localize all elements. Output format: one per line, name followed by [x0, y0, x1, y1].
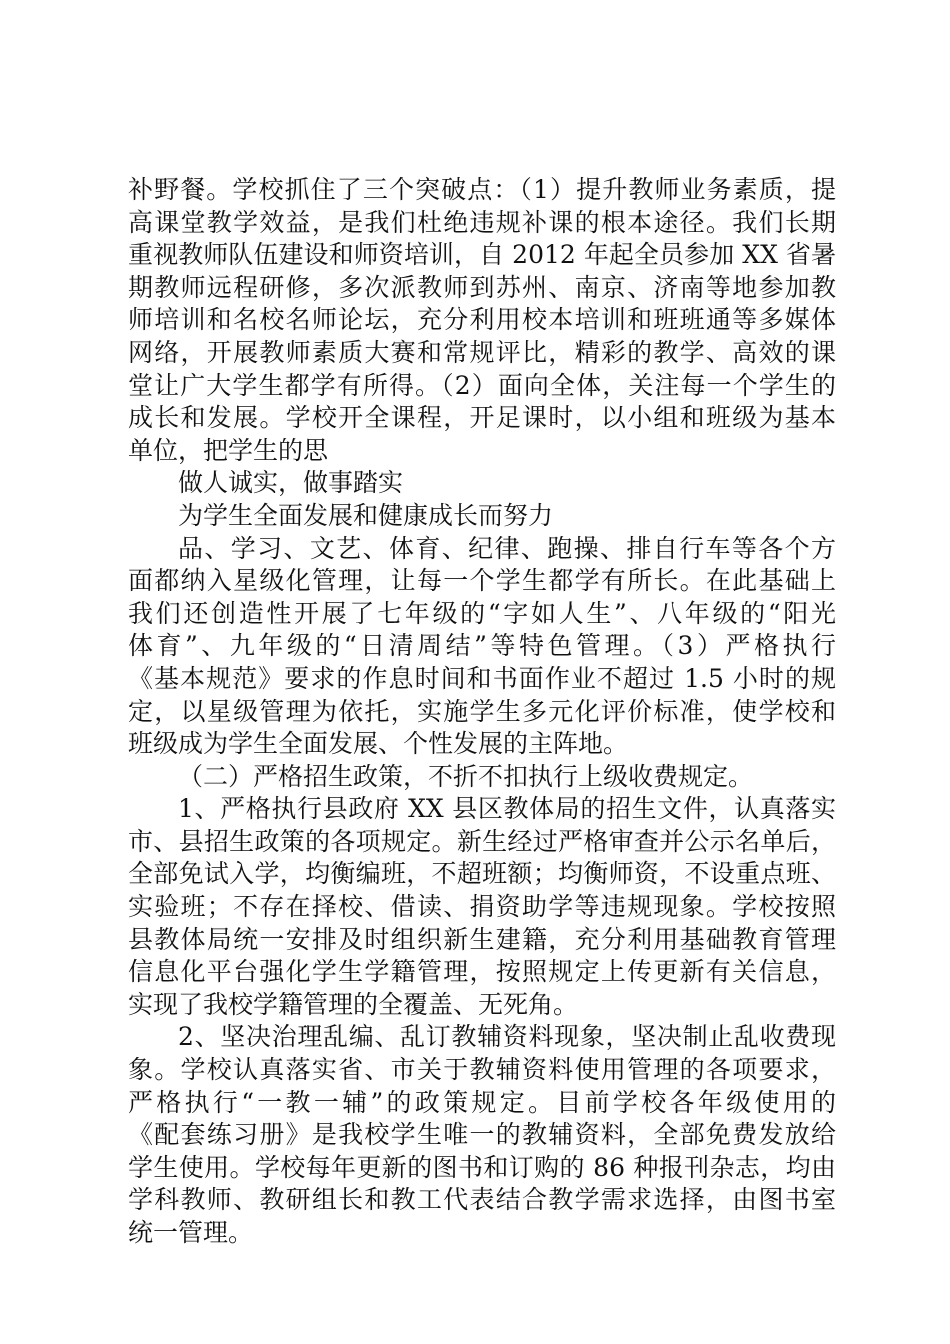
text-line: 信息化平台强化学生学籍管理，按照规定上传更新有关信息， [128, 957, 836, 987]
text-line: 为学生全面发展和健康成长而努力 [178, 500, 554, 530]
text-line: 师培训和名校名师论坛，充分利用校本培训和班班通等多媒体 [128, 305, 836, 335]
text-line: 统一管理。 [128, 1218, 254, 1247]
text-line: 单位，把学生的思 [128, 435, 329, 465]
text-line: 学科教师、教研组长和教工代表结合教学需求选择，由图书室 [128, 1185, 836, 1215]
text-line: 面都纳入星级化管理，让每一个学生都学有所长。在此基础上 [128, 566, 836, 596]
text-line: 体育”、九年级的“日清周结”等特色管理。（3）严格执行 [128, 631, 836, 661]
text-line: 全部免试入学，均衡编班，不超班额；均衡师资，不设重点班、 [128, 859, 836, 889]
text-line: 成长和发展。学校开全课程，开足课时，以小组和班级为基本 [128, 403, 836, 433]
text-line: 网络，开展教师素质大赛和常规评比，精彩的教学、高效的课 [128, 337, 836, 367]
text-line: 班级成为学生全面发展、个性发展的主阵地。 [128, 729, 629, 759]
text-line: 1、严格执行县政府 XX 县区教体局的招生文件，认真落实 [178, 794, 836, 824]
text-line: 高课堂教学效益，是我们杜绝违规补课的根本途径。我们长期 [128, 207, 836, 237]
text-line: 我们还创造性开展了七年级的“字如人生”、八年级的“阳光 [128, 598, 836, 628]
text-line: 市、县招生政策的各项规定。新生经过严格审查并公示名单后， [128, 826, 836, 856]
document-body-text [128, 174, 836, 1250]
text-line: 2、坚决治理乱编、乱订教辅资料现象，坚决制止乱收费现 [178, 1022, 836, 1052]
text-line: 象。学校认真落实省、市关于教辅资料使用管理的各项要求， [128, 1055, 836, 1085]
text-line: 期教师远程研修，多次派教师到苏州、南京、济南等地参加教 [128, 272, 836, 302]
text-line: 实现了我校学籍管理的全覆盖、无死角。 [128, 989, 579, 1019]
text-line: 堂让广大学生都学有所得。（2）面向全体，关注每一个学生的 [128, 370, 836, 400]
text-line: 补野餐。学校抓住了三个突破点：（1）提升教师业务素质，提 [128, 175, 836, 204]
text-line: 严格执行“一教一辅”的政策规定。目前学校各年级使用的 [128, 1087, 836, 1117]
text-line: 定，以星级管理为依托，实施学生多元化评价标准，使学校和 [128, 696, 836, 726]
text-line: （二）严格招生政策，不折不扣执行上级收费规定。 [178, 761, 754, 791]
text-line: 品、学习、文艺、体育、纪律、跑操、排自行车等各个方 [178, 533, 836, 563]
text-line: 实验班；不存在择校、借读、捐资助学等违规现象。学校按照 [128, 892, 836, 922]
text-line: 学生使用。学校每年更新的图书和订购的 86 种报刊杂志，均由 [128, 1152, 836, 1182]
text-line: 重视教师队伍建设和师资培训，自 2012 年起全员参加 XX 省暑 [128, 240, 836, 270]
text-line: 《基本规范》要求的作息时间和书面作业不超过 1.5 小时的规 [128, 663, 836, 693]
text-line: 做人诚实，做事踏实 [178, 468, 404, 498]
text-line: 《配套练习册》是我校学生唯一的教辅资料，全部免费发放给 [128, 1120, 836, 1150]
text-line: 县教体局统一安排及时组织新生建籍，充分利用基础教育管理 [128, 924, 836, 954]
